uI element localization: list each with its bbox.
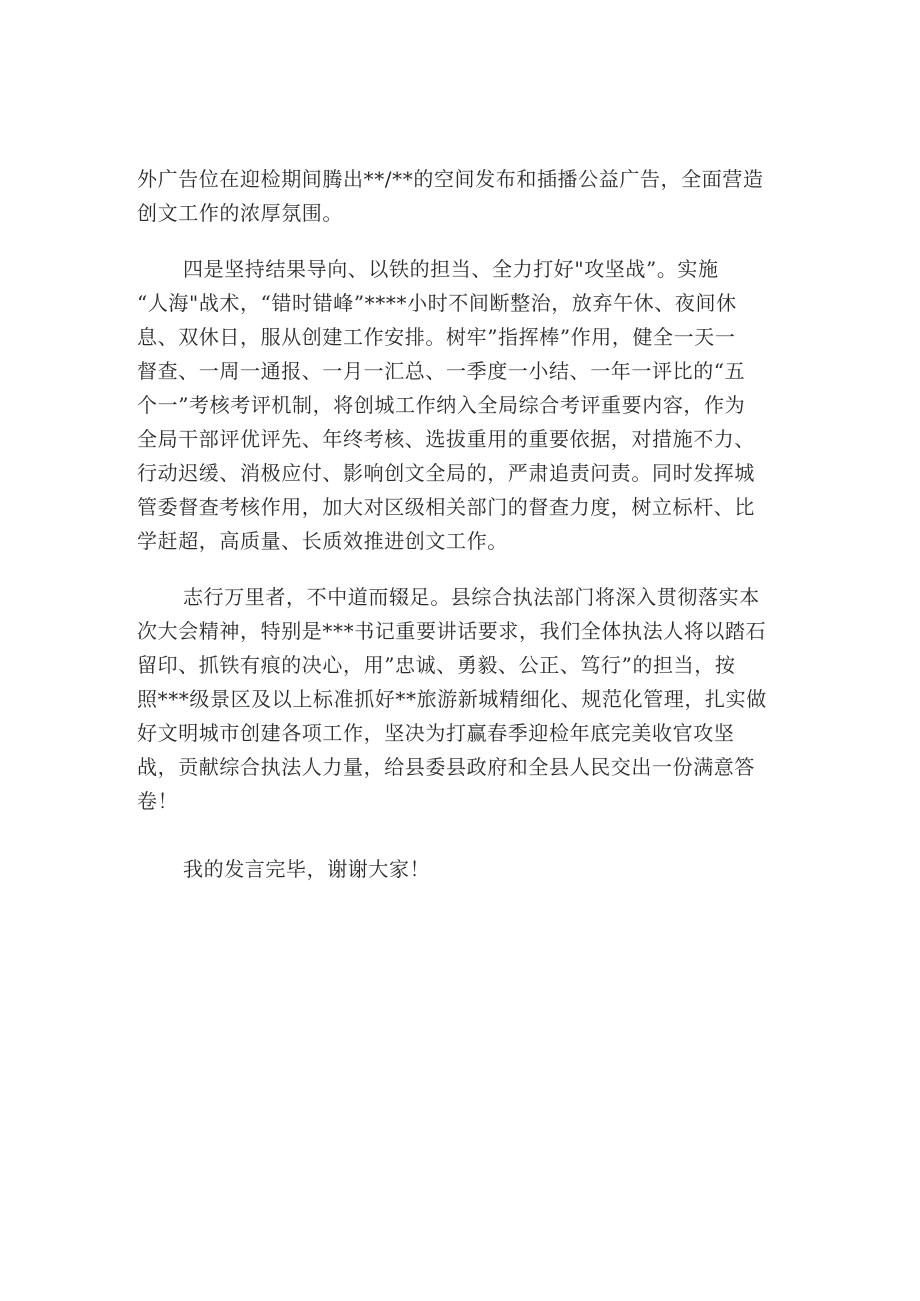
paragraph-line: 志行万里者，不中道而辍足。县综合执法部门将深入贯彻落实本 [183, 585, 760, 609]
paragraph-line: 创文工作的浓厚氛围。 [137, 201, 343, 225]
document-body [137, 162, 797, 886]
closing-line: 我的发言完毕，谢谢大家！ [183, 857, 431, 881]
paragraph-line: 学赶超，高质量、长质效推进创文工作。 [137, 529, 508, 553]
paragraph-line: 息、双休日，服从创建工作安排。树牢”指挥棒”作用，健全一天一 [137, 325, 736, 349]
paragraph-line: 外广告位在迎检期间腾出**/**的空间发布和插播公益广告，全面营造 [137, 167, 764, 191]
paragraph-line: 战，贡献综合执法人力量，给县委县政府和全县人民交出一份满意答 [137, 755, 755, 779]
paragraph-1 [137, 162, 797, 230]
paragraph-4 [137, 852, 797, 886]
paragraph-line: “人海"战术，“错时错峰”****小时不间断整治，放弃午休、夜间休 [137, 291, 737, 315]
paragraph-line: 好文明城市创建各项工作，坚决为打赢春季迎检年底完美收官攻坚 [137, 721, 735, 745]
paragraph-line: 卷！ [137, 789, 179, 813]
paragraph-line: 管委督查考核作用，加大对区级相关部门的督查力度，树立标杆、比 [137, 495, 755, 519]
paragraph-line: 督查、一周一通报、一月一汇总、一季度一小结、一年一评比的“五 [137, 359, 746, 383]
paragraph-line: 照***级景区及以上标准抓好**旅游新城精细化、规范化管理，扎实做 [137, 687, 767, 711]
paragraph-line: 全局干部评优评先、年终考核、选拔重用的重要依据，对措施不力、 [137, 427, 755, 451]
paragraph-line: 四是坚持结果导向、以铁的担当、全力打好"攻坚战”。实施 [183, 257, 719, 281]
paragraph-line: 行动迟缓、消极应付、影响创文全局的，严肃追责问责。同时发挥城 [137, 461, 755, 485]
paragraph-2 [137, 252, 797, 558]
paragraph-line: 次大会精神，特别是***书记重要讲话要求，我们全体执法人将以踏石 [137, 619, 767, 643]
paragraph-line: 个一”考核考评机制，将创城工作纳入全局综合考评重要内容，作为 [137, 393, 746, 417]
paragraph-3 [137, 580, 797, 818]
paragraph-line: 留印、抓铁有痕的决心，用”忠诚、勇毅、公正、笃行”的担当，按 [137, 653, 736, 677]
